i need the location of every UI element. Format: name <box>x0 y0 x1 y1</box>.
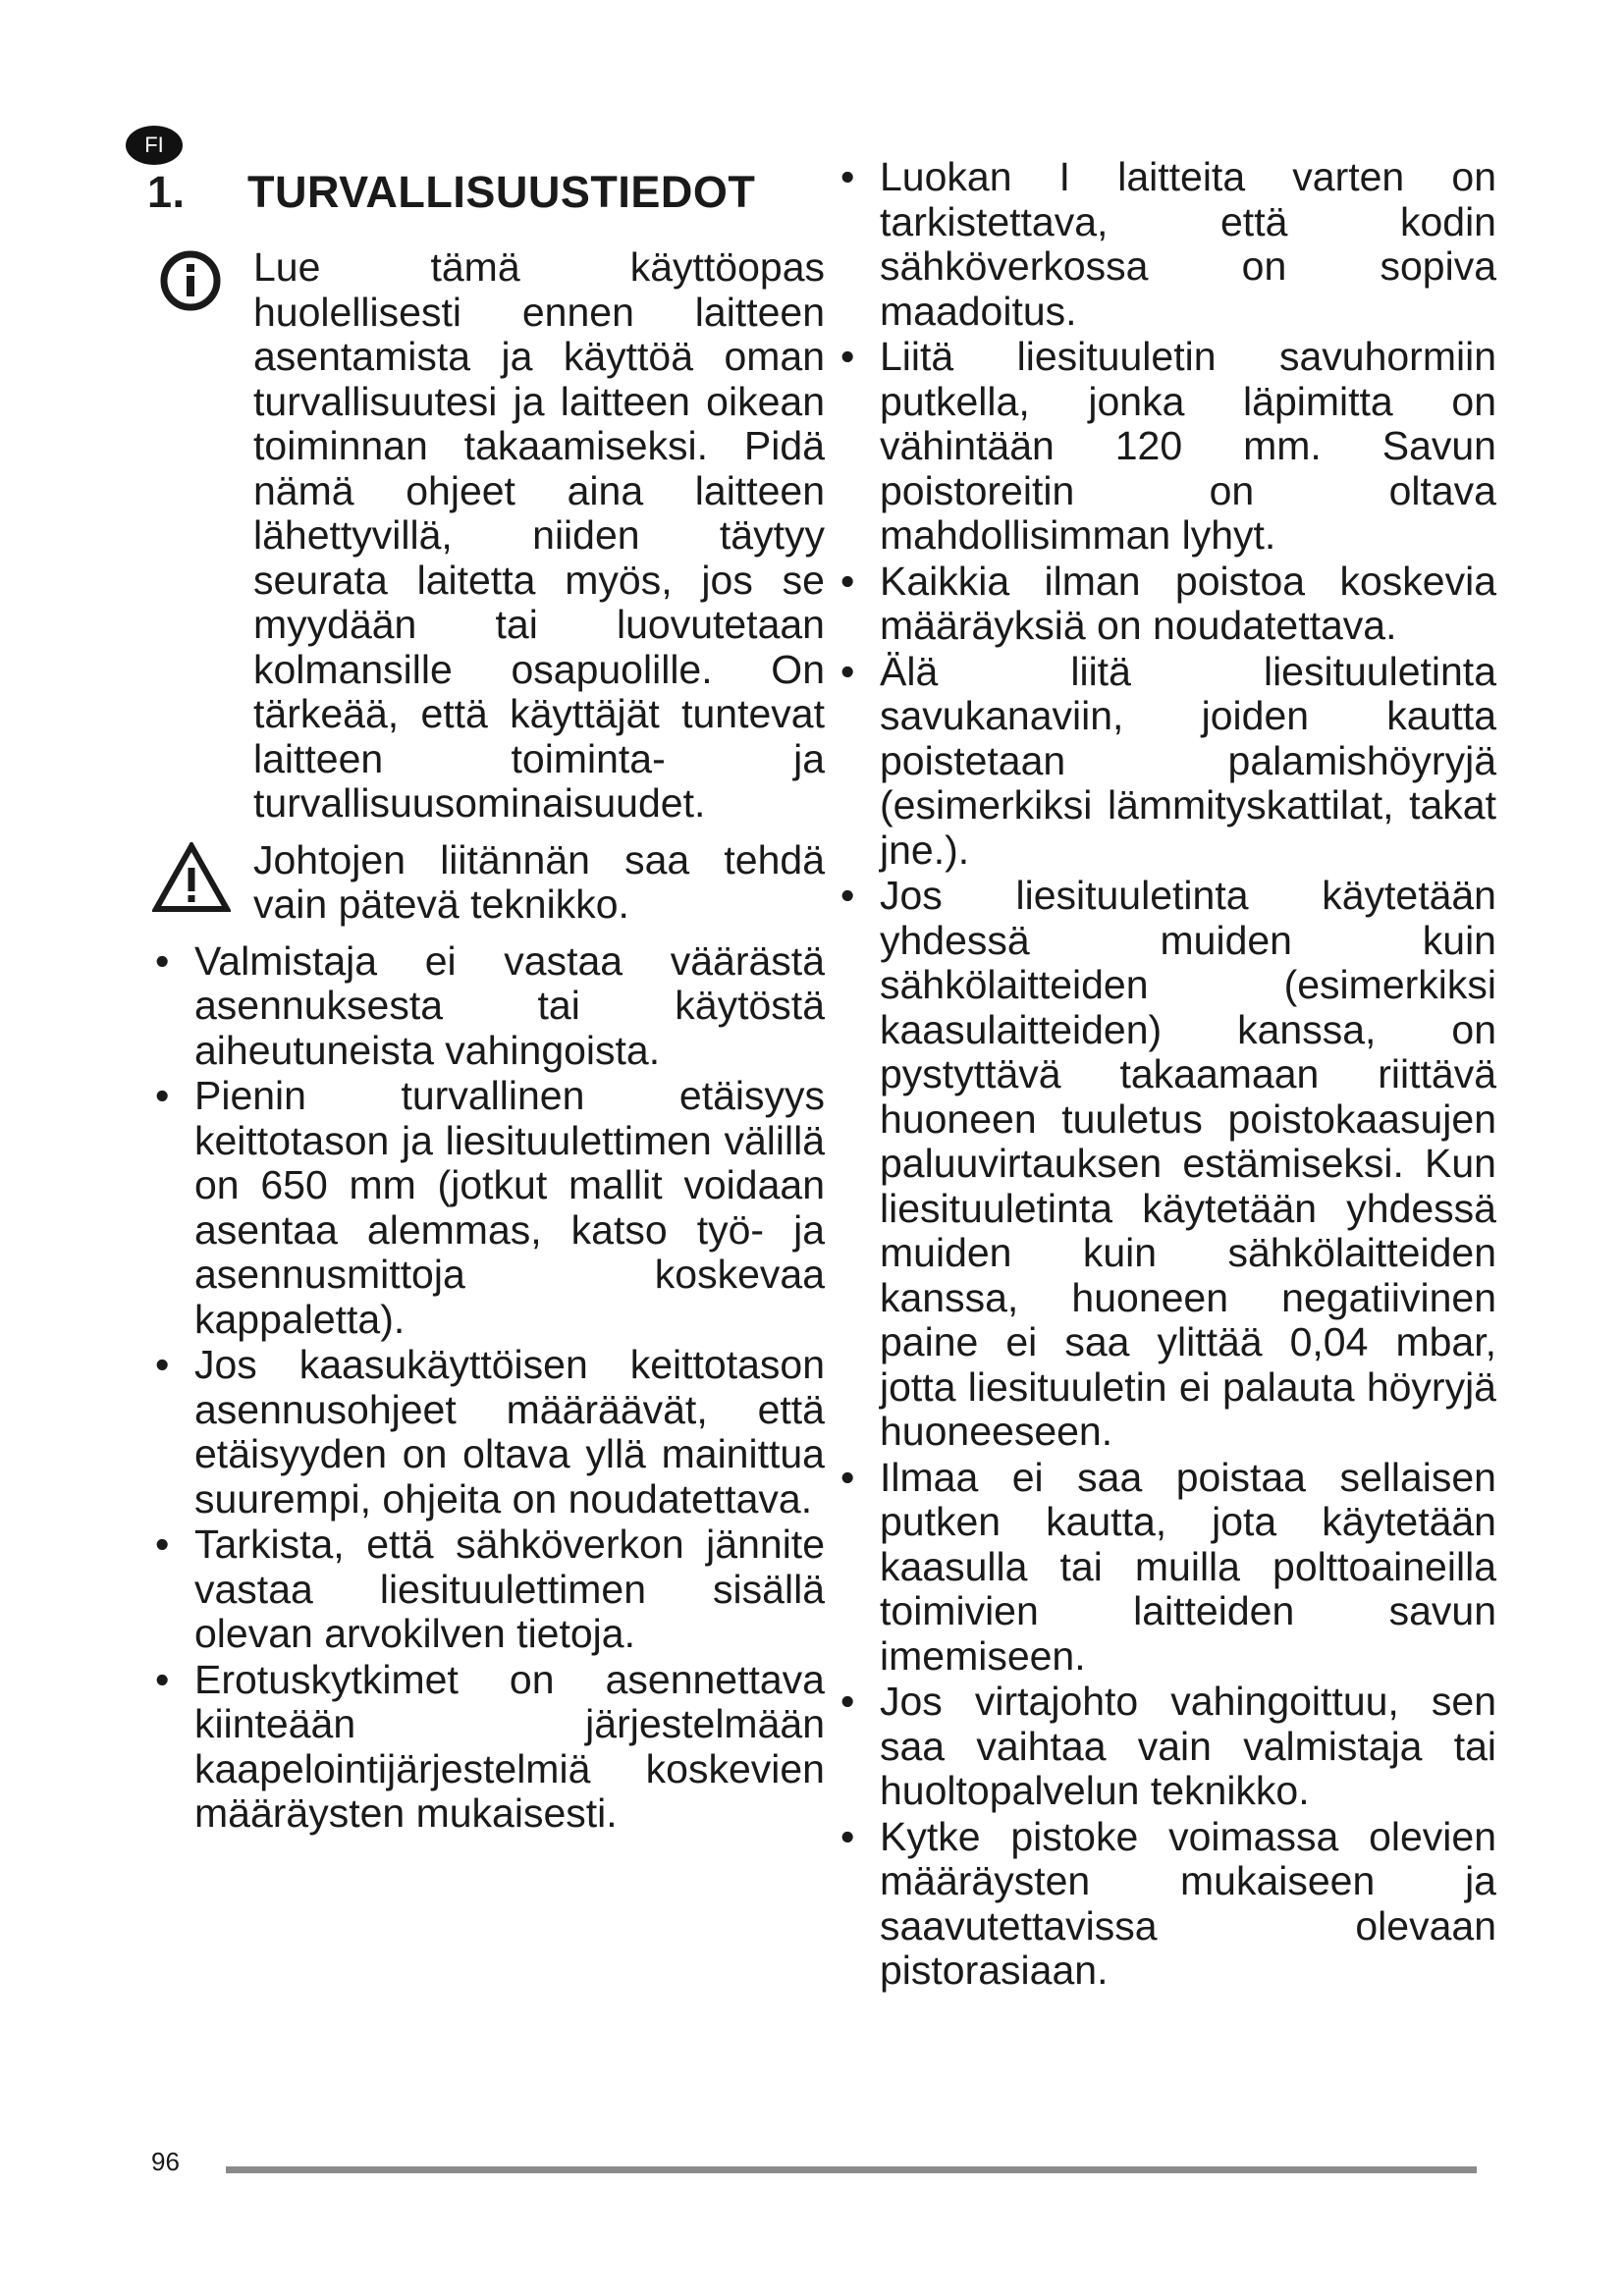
section-number: 1. <box>147 167 186 217</box>
left-bullet-list <box>147 939 825 1837</box>
list-item: • Jos virtajohto vahingoittuu, sen saa vaihtaa vain valmistaja tai huoltopalvelun teknikko. <box>833 1680 1496 1814</box>
left-column <box>147 245 825 1838</box>
footer-rule <box>226 2166 1477 2173</box>
list-item: • Jos liesituuletinta käytetään yhdessä muiden kuin sähkölaitteiden (esimerkiksi kaasulaitteiden) kanssa, on pystyttävä takaamaan riittävä huoneen tuuletus poistokaasujen paluuvirtauksen estämiseksi. Kun liesituuletinta käytetään yhdessä muiden kuin sähkölaitteiden kanssa, huoneen negatiivinen paine ei saa ylittää 0,04 mbar, jotta liesituuletin ei palauta höyryjä huoneeseen. <box>833 874 1496 1455</box>
warning-notice-text: Johtojen liitännän saa tehdä vain pätevä teknikko. <box>253 836 825 927</box>
list-item: • Valmistaja ei vastaa väärästä asennuksesta tai käytöstä aiheutuneista vahingoista. <box>147 939 825 1074</box>
list-item: • Pienin turvallinen etäisyys keittotason ja liesituulettimen välillä on 650 mm (jotkut mallit voidaan asentaa alemmas, katso työ- ja asennusmittoja koskevaa kappaletta). <box>147 1074 825 1342</box>
warning-icon <box>152 842 231 913</box>
list-item: • Tarkista, että sähköverkon jännite vastaa liesituulettimen sisällä olevan arvokilven tietoja. <box>147 1522 825 1657</box>
info-notice-text: Lue tämä käyttöopas huolellisesti ennen laitteen asentamista ja käyttöä oman turvallisuutesi ja laitteen oikean toiminnan takaamiseksi. Pidä nämä ohjeet aina laitteen lähettyvillä, niiden täytyy seurata laitetta myös, jos se myydään tai luovutetaan kolmansille osapuolille. On tärkeää, että käyttäjät tuntevat laitteen toiminta- ja turvallisuusominaisuudet. <box>253 244 825 826</box>
right-bullet-list <box>833 155 1496 1994</box>
list-item: • Kytke pistoke voimassa olevien määräysten mukaiseen ja saavutettavissa olevaan pistorasiaan. <box>833 1815 1496 1994</box>
section-heading <box>147 165 755 220</box>
page-number: 96 <box>151 2147 180 2176</box>
language-badge: FI <box>126 126 183 165</box>
right-column <box>833 155 1496 1995</box>
list-item: • Kaikkia ilman poistoa koskevia määräyksiä on noudatettava. <box>833 560 1496 649</box>
list-item: • Jos kaasukäyttöisen keittotason asennusohjeet määräävät, että etäisyyden on oltava yllä mainittua suurempi, ohjeita on noudatettava. <box>147 1343 825 1522</box>
list-item: • Erotuskytkimet on asennettava kiinteään järjestelmään kaapelointijärjestelmiä koskevien määräysten mukaisesti. <box>147 1658 825 1837</box>
info-notice <box>147 245 825 827</box>
list-item: • Älä liitä liesituuletinta savukanaviin, joiden kautta poistetaan palamishöyryjä (esimerkiksi lämmityskattilat, takat jne.). <box>833 650 1496 874</box>
list-item: • Liitä liesituuletin savuhormiin putkella, jonka läpimitta on vähintään 120 mm. Savun poistoreitin on oltava mahdollisimman lyhyt. <box>833 335 1496 559</box>
page-footer <box>147 2143 1477 2182</box>
warning-notice <box>147 838 825 928</box>
section-title: TURVALLISUUSTIEDOT <box>247 167 756 217</box>
list-item: • Ilmaa ei saa poistaa sellaisen putken kautta, jota käytetään kaasulla tai muilla polttoaineilla toimivien laitteiden savun imemiseen. <box>833 1456 1496 1680</box>
list-item: • Luokan I laitteita varten on tarkistettava, että kodin sähköverkossa on sopiva maadoitus. <box>833 155 1496 334</box>
info-icon <box>159 249 222 312</box>
